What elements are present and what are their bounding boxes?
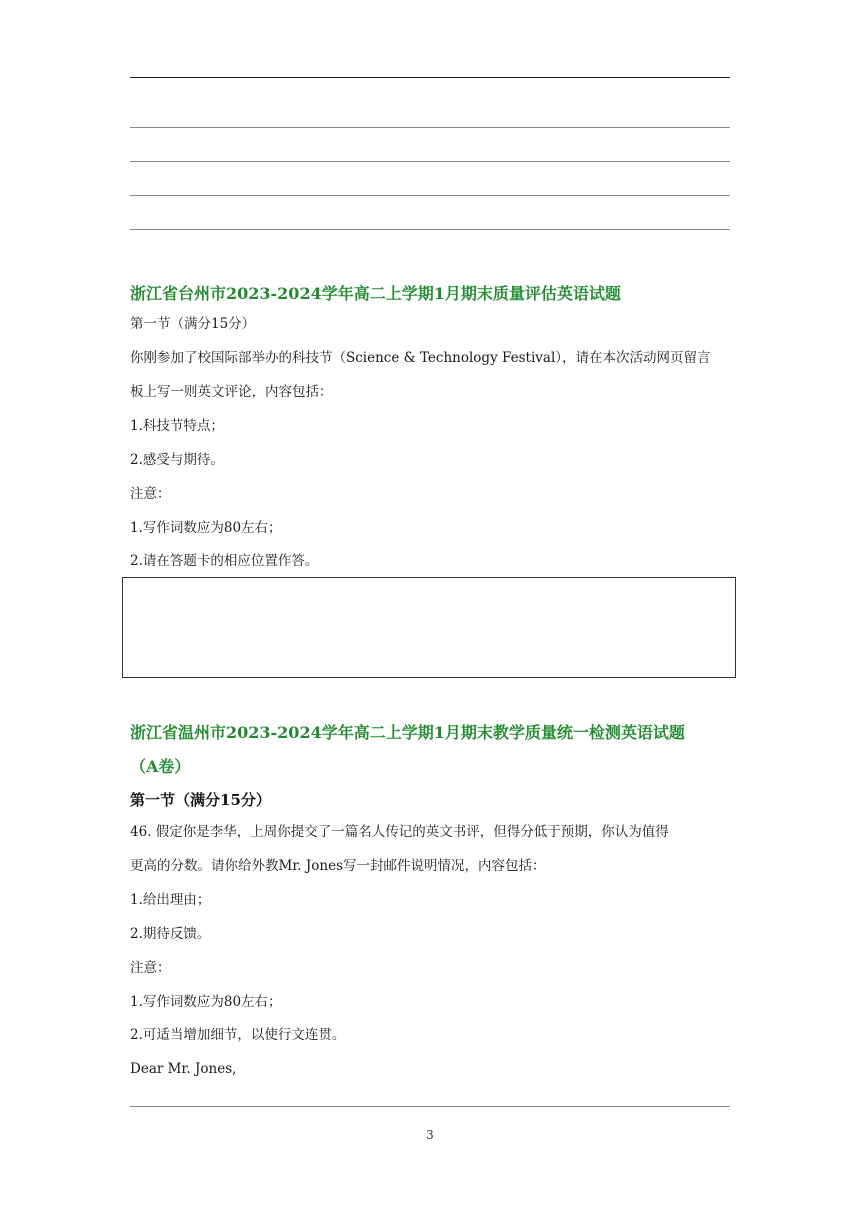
writing-line (130, 127, 730, 128)
note-item: 2.请在答题卡的相应位置作答。 (130, 553, 319, 569)
prompt-text: 板上写一则英文评论，内容包括： (130, 384, 333, 400)
writing-line (130, 229, 730, 230)
answer-box[interactable] (122, 577, 736, 678)
writing-line (130, 195, 730, 196)
notes-label: 注意： (130, 960, 171, 976)
part-label: 第一节（满分15分） (130, 316, 256, 332)
section-title: 浙江省温州市2023-2024学年高二上学期1月期末教学质量统一检测英语试题 (130, 723, 685, 742)
writing-line (130, 1106, 730, 1107)
notes-label: 注意： (130, 486, 171, 502)
content-point: 2.感受与期待。 (130, 452, 224, 468)
content-point: 2.期待反馈。 (130, 926, 211, 942)
writing-line (130, 77, 730, 78)
part-label: 第一节（满分15分） (130, 791, 271, 809)
letter-greeting: Dear Mr. Jones, (130, 1061, 237, 1077)
prompt-text: 46. 假定你是李华，上周你提交了一篇名人传记的英文书评，但得分低于预期，你认为值得 (130, 824, 669, 840)
section-title: 浙江省台州市2023-2024学年高二上学期1月期末质量评估英语试题 (130, 284, 621, 303)
content-point: 1.科技节特点； (130, 418, 224, 434)
writing-line (130, 161, 730, 162)
page-number: 3 (426, 1128, 434, 1142)
note-item: 2.可适当增加细节，以使行文连贯。 (130, 1027, 346, 1043)
prompt-text: 更高的分数。请你给外教Mr. Jones写一封邮件说明情况，内容包括： (130, 858, 546, 874)
section-title-continued: （A卷） (130, 757, 191, 776)
note-item: 1.写作词数应为80左右； (130, 520, 282, 536)
note-item: 1.写作词数应为80左右； (130, 994, 282, 1010)
content-point: 1.给出理由； (130, 892, 211, 908)
prompt-text: 你刚参加了校国际部举办的科技节（Science & Technology Festival），请在本次活动网页留言 (130, 350, 711, 366)
